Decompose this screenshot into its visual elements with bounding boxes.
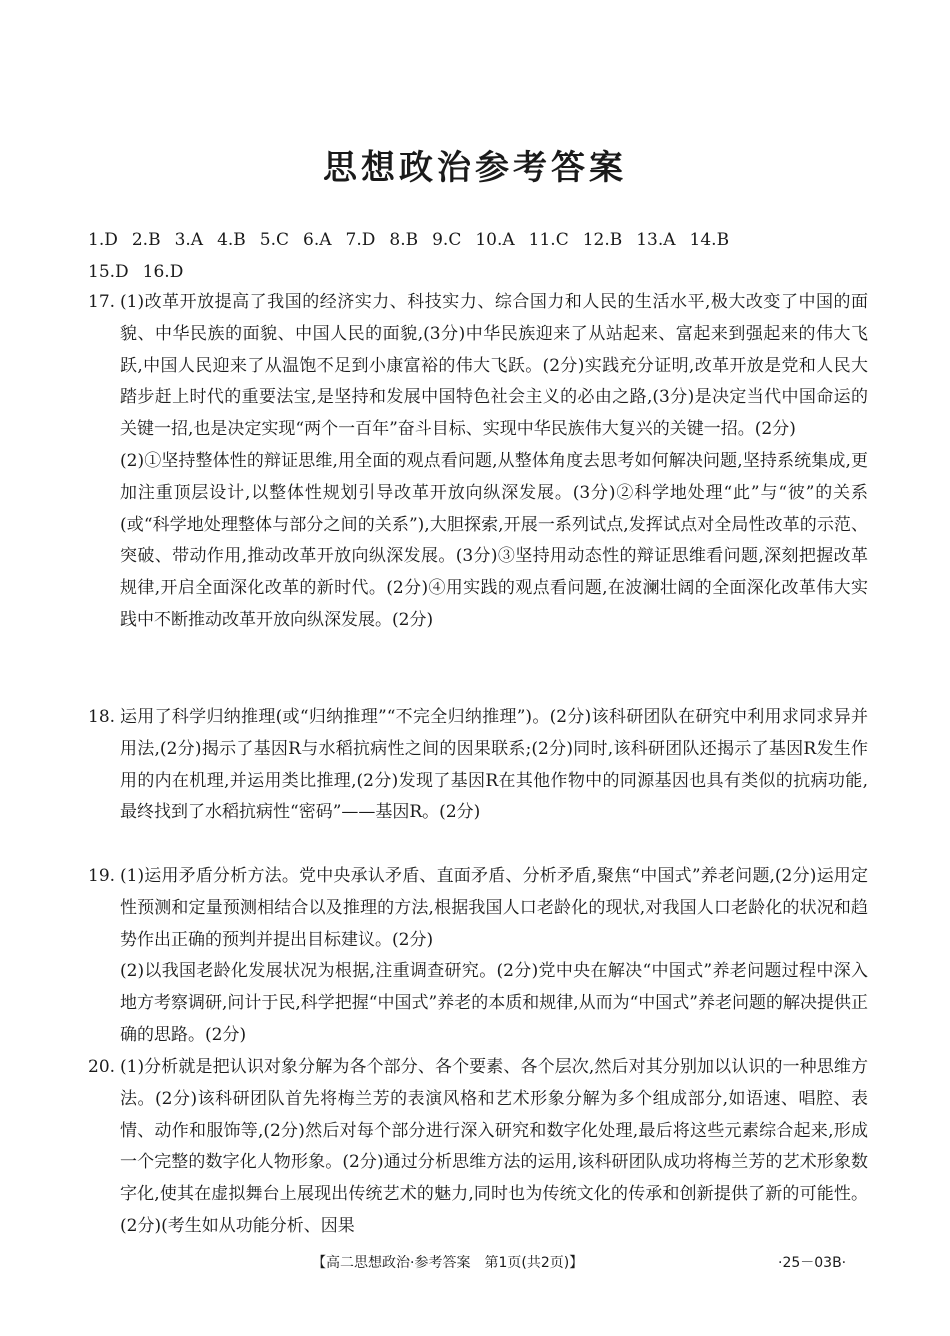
- mc-answer: 4.B: [217, 230, 246, 250]
- mc-answer: 14.B: [689, 230, 730, 250]
- question-20: [88, 1052, 868, 1243]
- mc-answer: 6.A: [303, 230, 332, 250]
- answer-paragraph: (2)①坚持整体性的辩证思维,用全面的观点看问题,从整体角度去思考如何解决问题,坚持系统集成,更加注重顶层设计,以整体性规划引导改革开放向纵深发展。(3分)②科学地处理“此”与“彼”的关系(或“科学地处理整体与部分之间的关系”),大胆探索,开展一系列试点,发挥试点对全局性改革的示范、突破、带动作用,推动改革开放向纵深发展。(3分)③坚持用动态性的辩证思维看问题,深刻把握改革规律,开启全面深化改革的新时代。(2分)④用实践的观点看问题,在波澜壮阔的全面深化改革伟大实践中不断推动改革开放向纵深发展。(2分): [120, 450, 868, 630]
- page-title: 思想政治参考答案: [323, 148, 627, 188]
- footer-page-info: 【高二思想政治·参考答案 第1页(共2页)】: [312, 1255, 584, 1271]
- mc-answer: 13.A: [636, 230, 676, 250]
- answer-paragraph: (1)改革开放提高了我国的经济实力、科技实力、综合国力和人民的生活水平,极大改变了中国的面貌、中华民族的面貌、中国人民的面貌,(3分)中华民族迎来了从站起来、富起来到强起来的伟大飞跃,中国人民迎来了从温饱不足到小康富裕的伟大飞跃。(2分)实践充分证明,改革开放是党和人民大踏步赶上时代的重要法宝,是坚持和发展中国特色社会主义的必由之路,(3分)是决定当代中国命运的关键一招,也是决定实现“两个一百年”奋斗目标、实现中华民族伟大复兴的关键一招。(2分): [120, 292, 868, 440]
- mc-answer: 9.C: [432, 230, 462, 250]
- question-number: 19.: [88, 866, 116, 886]
- question-number: 17.: [88, 292, 116, 312]
- question-17: [88, 287, 868, 637]
- mc-answer: 12.B: [582, 230, 623, 250]
- mc-answer: 7.D: [345, 230, 376, 250]
- mc-answers-line-2: [88, 262, 197, 282]
- answer-paragraph: (2)以我国老龄化发展状况为根据,注重调查研究。(2分)党中央在解决“中国式”养老问题过程中深入地方考察调研,问计于民,科学把握“中国式”养老的本质和规律,从而为“中国式”养老问题的解决提供正确的思路。(2分): [120, 961, 868, 1045]
- mc-answer: 3.A: [174, 230, 204, 250]
- mc-answer: 1.D: [88, 230, 118, 250]
- mc-answer: 16.D: [142, 262, 184, 282]
- question-18: [88, 702, 868, 829]
- mc-answer: 11.C: [528, 230, 569, 250]
- mc-answer: 5.C: [259, 230, 290, 250]
- footer-code: ·25－03B·: [778, 1255, 847, 1271]
- mc-answer: 2.B: [131, 230, 161, 250]
- answer-paragraph: (1)分析就是把认识对象分解为各个部分、各个要素、各个层次,然后对其分别加以认识的一种思维方法。(2分)该科研团队首先将梅兰芳的表演风格和艺术形象分解为多个组成部分,如语速、唱腔、表情、动作和服饰等,(2分)然后对每个部分进行深入研究和数字化处理,最后将这些元素综合起来,形成一个完整的数字化人物形象。(2分)通过分析思维方法的运用,该科研团队成功将梅兰芳的艺术形象数字化,使其在虚拟舞台上展现出传统艺术的魅力,同时也为传统文化的传承和创新提供了新的可能性。(2分)(考生如从功能分析、因果: [120, 1057, 868, 1236]
- answer-paragraph: 运用了科学归纳推理(或“归纳推理”“不完全归纳推理”)。(2分)该科研团队在研究中利用求同求异并用法,(2分)揭示了基因R与水稻抗病性之间的因果联系;(2分)同时,该科研团队还揭示了基因R发生作用的内在机理,并运用类比推理,(2分)发现了基因R在其他作物中的同源基因也具有类似的抗病功能,最终找到了水稻抗病性“密码”——基因R。(2分): [120, 707, 868, 823]
- mc-answer: 15.D: [88, 262, 129, 282]
- mc-answer: 10.A: [475, 230, 515, 250]
- question-number: 20.: [88, 1057, 116, 1077]
- question-19: [88, 861, 868, 1052]
- answer-paragraph: (1)运用矛盾分析方法。党中央承认矛盾、直面矛盾、分析矛盾,聚焦“中国式”养老问题,(2分)运用定性预测和定量预测相结合以及推理的方法,根据我国人口老龄化的现状,对我国人口老龄化的状况和趋势作出正确的预判并提出目标建议。(2分): [120, 866, 868, 950]
- mc-answers-line-1: [88, 230, 743, 250]
- question-number: 18.: [88, 707, 116, 727]
- mc-answer: 8.B: [389, 230, 419, 250]
